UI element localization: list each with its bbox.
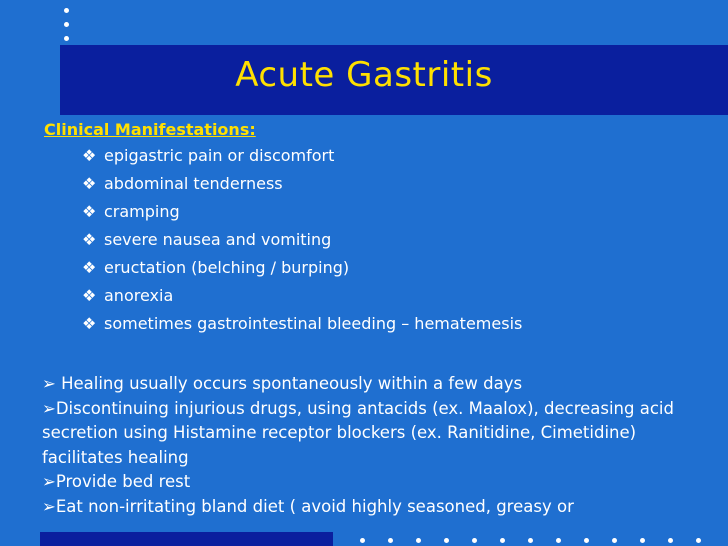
decorative-dot (528, 538, 533, 543)
manifestations-list (82, 146, 522, 342)
diamond-bullet-icon: ❖ (82, 258, 97, 277)
decorative-dot (472, 538, 477, 543)
list-item (82, 286, 522, 314)
slide-title: Acute Gastritis (235, 55, 493, 95)
arrow-bullet-icon: ➢ (42, 374, 56, 393)
arrow-bullet-icon: ➢ (42, 398, 56, 418)
diamond-bullet-icon: ❖ (82, 146, 97, 165)
decorative-dot (556, 538, 561, 543)
list-item-text: anorexia (104, 286, 174, 305)
section-heading: Clinical Manifestations: (44, 120, 256, 139)
list-item (82, 174, 522, 202)
list-item (42, 495, 702, 520)
diamond-bullet-icon: ❖ (82, 286, 97, 305)
decorative-dot (416, 538, 421, 543)
decorative-dot (668, 538, 673, 543)
list-item (42, 470, 702, 495)
decorative-dot (640, 538, 645, 543)
list-item-text: epigastric pain or discomfort (104, 146, 335, 165)
footer-bar (40, 532, 333, 546)
list-item (42, 397, 702, 471)
list-item-text: sometimes gastrointestinal bleeding – hematemesis (104, 314, 523, 333)
decorative-dot (584, 538, 589, 543)
list-item-text: abdominal tenderness (104, 174, 283, 193)
diamond-bullet-icon: ❖ (82, 230, 97, 249)
decorative-dot (696, 538, 701, 543)
list-item (82, 146, 522, 174)
decorative-dot (388, 538, 393, 543)
decorative-dot (360, 538, 365, 543)
list-item (82, 314, 522, 342)
decorative-dot (612, 538, 617, 543)
decorative-dot (64, 8, 69, 13)
list-item-text: eructation (belching / burping) (104, 258, 350, 277)
list-item-text: Discontinuing injurious drugs, using antacids (ex. Maalox), decreasing acid secretion using Histamine receptor blockers (ex. Ranitidine, Cimetidine) facilitates healing (42, 398, 674, 467)
list-item-text: severe nausea and vomiting (104, 230, 332, 249)
list-item-text: cramping (104, 202, 180, 221)
list-item (82, 258, 522, 286)
list-item (42, 372, 702, 397)
diamond-bullet-icon: ❖ (82, 314, 97, 333)
list-item (82, 230, 522, 258)
arrow-bullet-icon: ➢ (42, 472, 56, 491)
arrow-bullet-icon: ➢ (42, 496, 56, 516)
list-item-text: Provide bed rest (55, 472, 191, 491)
list-item (82, 202, 522, 230)
diamond-bullet-icon: ❖ (82, 174, 97, 193)
diamond-bullet-icon: ❖ (82, 202, 97, 221)
decorative-dot (500, 538, 505, 543)
decorative-dot (64, 36, 69, 41)
decorative-dot (444, 538, 449, 543)
list-item-text: Eat non-irritating bland diet ( avoid highly seasoned, greasy or (55, 496, 574, 516)
decorative-dot (64, 22, 69, 27)
management-list (42, 372, 702, 519)
list-item-text: Healing usually occurs spontaneously within a few days (55, 374, 523, 393)
